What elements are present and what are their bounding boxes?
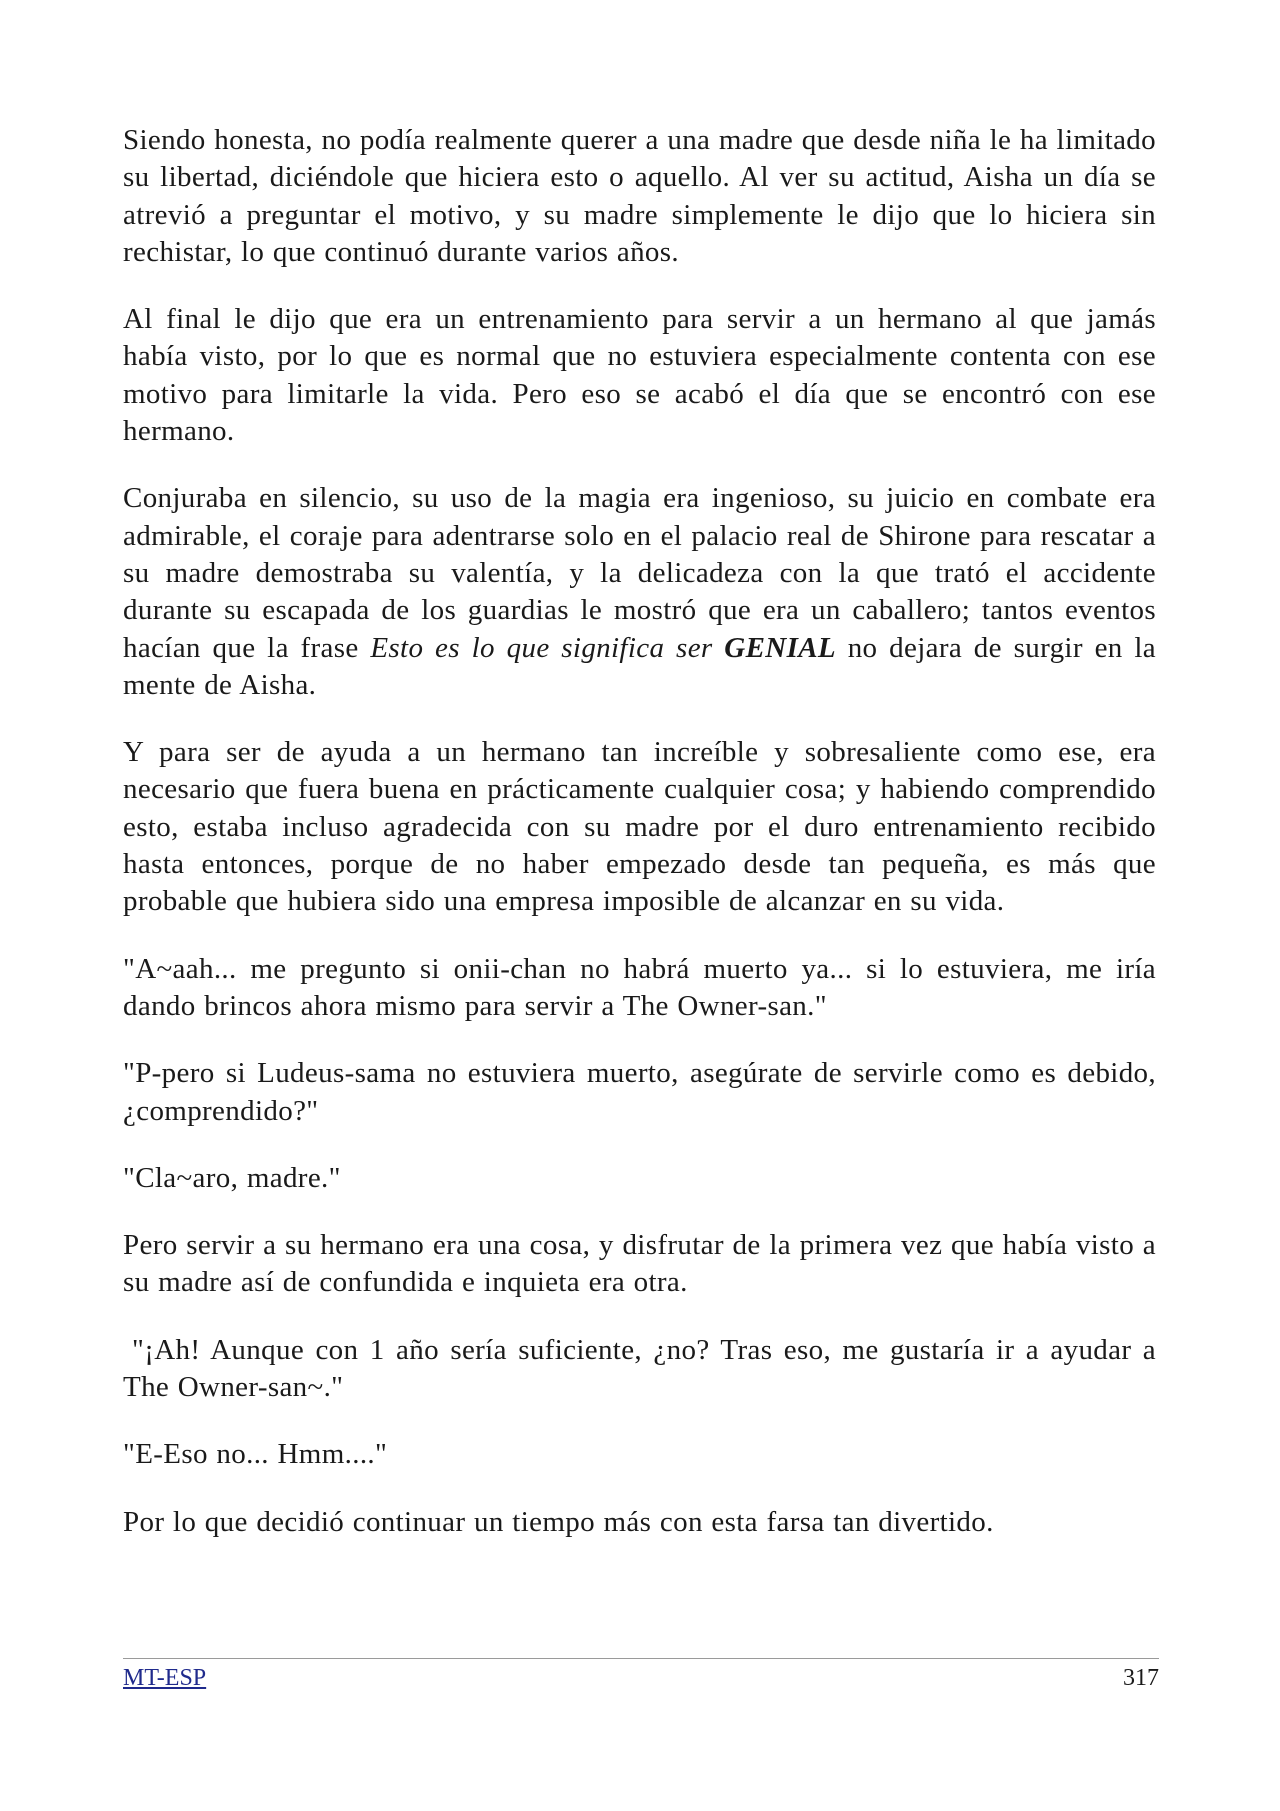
- paragraph-3-text-before: Conjuraba en silencio, su uso de la magia era ingenioso, su juicio en combate era admirable, el coraje para adentrarse solo en el palacio real de Shirone para rescatar a su madre demostraba su valentía, y la delicadeza con la que trató el accidente durante su escapada de los guardias le mostró que era un caballero; tantos eventos hacían que la frase: [123, 482, 1156, 664]
- dialogue-2: "P-pero si Ludeus-sama no estuviera muerto, asegúrate de servirle como es debido, ¿comprendido?": [123, 1057, 1156, 1127]
- dialogue-1: "A~aah... me pregunto si onii-chan no habrá muerto ya... si lo estuviera, me iría dando brincos ahora mismo para servir a The Owner-san.": [123, 952, 1156, 1022]
- paragraph-1: Siendo honesta, no podía realmente querer a una madre que desde niña le ha limitado su libertad, diciéndole que hiciera esto o aquello. Al ver su actitud, Aisha un día se atrevió a preguntar el motivo, y su madre simplemente le dijo que lo hiciera sin rechistar, lo que continuó durante varios años.: [123, 124, 1156, 268]
- page-footer: [123, 1658, 1159, 1697]
- page-number: 317: [1123, 1665, 1159, 1691]
- dialogue-5: "E-Eso no... Hmm....": [123, 1438, 388, 1471]
- bold-emphasized-word: GENIAL: [724, 631, 836, 664]
- paragraph-4: Y para ser de ayuda a un hermano tan increíble y sobresaliente como ese, era necesario que fuera buena en prácticamente cualquier cosa; y habiendo comprendido esto, estaba incluso agradecida con su madre por el duro entrenamiento recibido hasta entonces, porque de no haber empezado desde tan pequeña, es más que probable que hubiera sido una empresa imposible de alcanzar en su vida.: [123, 736, 1156, 918]
- paragraph-2: Al final le dijo que era un entrenamiento para servir a un hermano al que jamás había visto, por lo que es normal que no estuviera especialmente contenta con ese motivo para limitarle la vida. Pero eso se acabó el día que se encontró con ese hermano.: [123, 303, 1156, 448]
- document-body: [123, 122, 1156, 1571]
- dialogue-4: "¡Ah! Aunque con 1 año sería suficiente, ¿no? Tras eso, me gustaría ir a ayudar a The Owner-san~.": [123, 1333, 1156, 1404]
- dialogue-3: "Cla~aro, madre.": [123, 1161, 341, 1194]
- paragraph-3-text-after: no dejara de surgir en la mente de Aisha.: [123, 631, 1157, 701]
- footer-source-link[interactable]: MT-ESP: [123, 1665, 207, 1691]
- paragraph-5: Pero servir a su hermano era una cosa, y disfrutar de la primera vez que había visto a su madre así de confundida e inquieta era otra.: [123, 1229, 1156, 1299]
- paragraph-3: [123, 480, 1156, 704]
- emphasized-phrase: Esto es lo que significa ser: [370, 631, 725, 664]
- closing-paragraph: Por lo que decidió continuar un tiempo más con esta farsa tan divertido.: [123, 1505, 994, 1538]
